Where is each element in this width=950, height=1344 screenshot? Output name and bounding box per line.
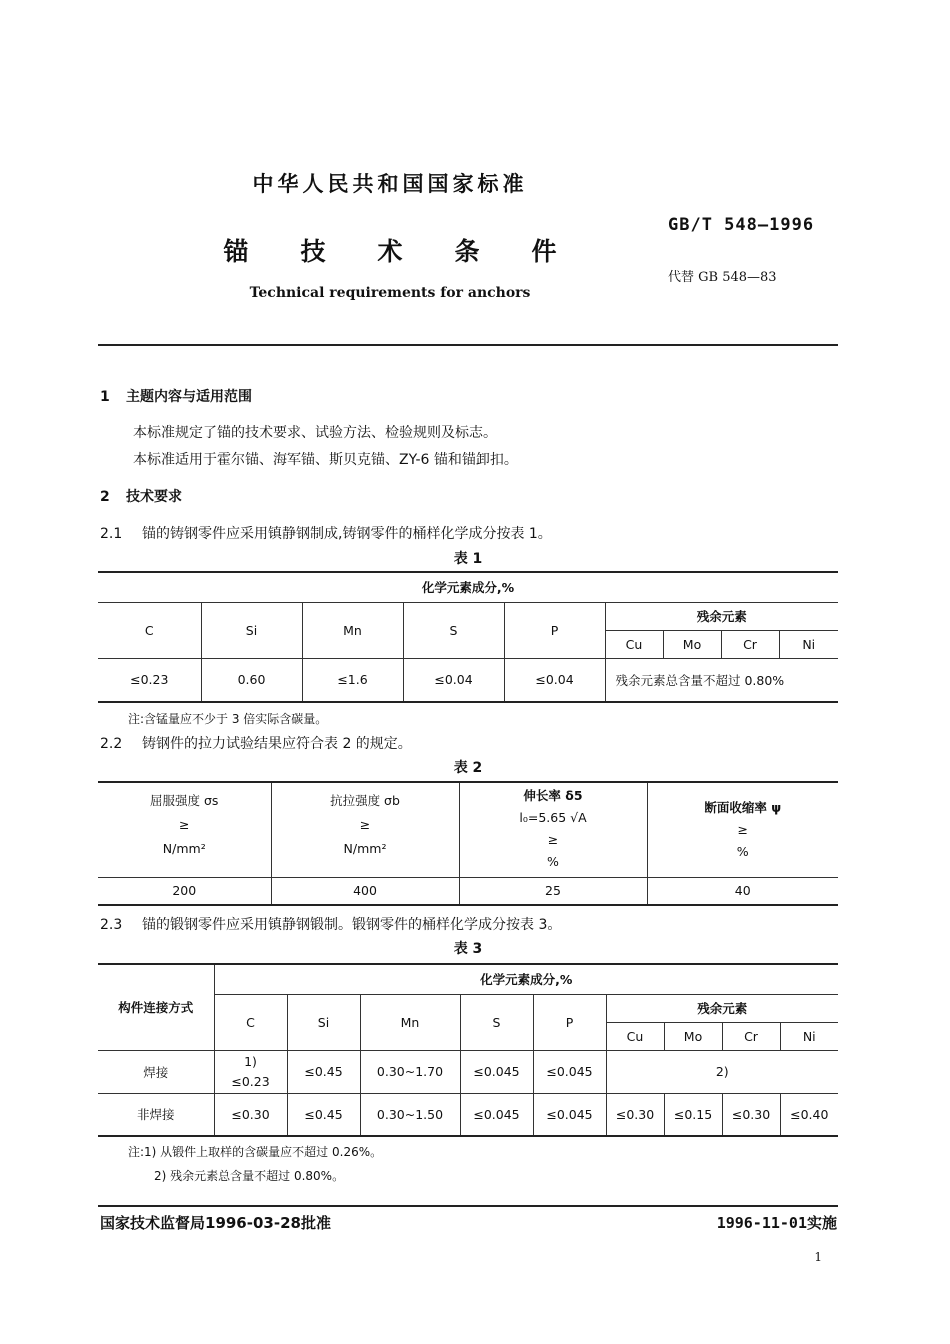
table-2-cell: 40 [647,877,838,905]
table-1-residual-note: 残余元素总含量不超过 0.80% [605,658,838,702]
table-3-row-label: 非焊接 [98,1093,214,1136]
footer-rule [98,1205,838,1207]
page-number: 1 [814,1250,822,1264]
table-3-col-header: C [214,994,287,1050]
clause-text: 铸钢件的拉力试验结果应符合表 2 的规定。 [142,736,412,752]
table-1-cell: ≤0.04 [403,658,504,702]
table-3-cell: ≤0.30 [722,1093,780,1136]
effective-line: 1996-11-01实施 [716,1214,837,1232]
table-1-cell: ≤0.23 [98,658,201,702]
header-rule [98,344,838,346]
clause-number: 2.2 [100,736,123,752]
header-formula: l₀=5.65 √A [519,810,587,825]
table-3-col-header: Si [287,994,360,1050]
table-2-cell: 25 [459,877,647,905]
english-title: Technical requirements for anchors [249,285,531,301]
clause-number: 2.1 [100,526,123,542]
table-3-cell [214,1050,287,1093]
table-3-residual-col: Ni [780,1022,838,1050]
table-1-col-header: Si [201,602,302,658]
header-unit: % [547,854,559,869]
table-3 [98,963,838,1137]
table-3-col-header: Mn [360,994,460,1050]
table-1-caption: 表 1 [453,551,483,567]
header-label: 伸长率 δ5 [523,788,583,803]
standard-title: 中华人民共和国国家标准 [252,172,528,196]
table-3-cell: 0.30~1.50 [360,1093,460,1136]
table-2-header-reduction [647,782,838,877]
table-3-cell: ≤0.30 [214,1093,287,1136]
table-2 [98,781,838,906]
header-unit: N/mm² [162,841,206,856]
table-3-note-1: 注:1) 从锻件上取样的含碳量应不超过 0.26%。 [128,1145,383,1159]
header-symbol: ≥ [737,821,748,837]
table-3-group-header: 化学元素成分,% [214,964,838,994]
clause-text: 锚的锻钢零件应采用镇静钢锻制。锻钢零件的桶样化学成分按表 3。 [142,917,562,933]
section-number: 1 [100,389,110,405]
table-2-cell: 200 [98,877,271,905]
table-3-cell: ≤0.45 [287,1050,360,1093]
header-symbol: ≥ [547,832,559,847]
table-1 [98,571,838,703]
section-title: 技术要求 [126,489,182,505]
header-label: 屈服强度 σs [150,793,219,808]
table-3-residual-col: Mo [664,1022,722,1050]
header-label: 抗拉强度 σb [330,793,400,808]
approval-line: 国家技术监督局1996-03-28批准 [100,1214,331,1232]
header-symbol: ≥ [359,817,371,832]
table-2-header-yield [98,782,271,877]
table-3-caption: 表 3 [453,941,483,957]
table-3-residual-col: Cr [722,1022,780,1050]
clause-text: 锚的铸钢零件应采用镇静钢制成,铸钢零件的桶样化学成分按表 1。 [142,526,552,542]
replaces-note: 代替 GB 548—83 [668,270,777,285]
table-1-note: 注:含锰量应不少于 3 倍实际含碳量。 [128,712,328,726]
table-3-cell: ≤0.045 [533,1093,606,1136]
table-3-cell: ≤0.30 [606,1093,664,1136]
table-3-residual-header: 残余元素 [606,994,838,1022]
header-unit: N/mm² [343,841,387,856]
section-1-heading [100,386,252,406]
table-3-cell: 0.30~1.70 [360,1050,460,1093]
document-title: 锚技术条件 [223,237,609,266]
table-3-residual-ref: 2) [606,1050,838,1093]
standard-number: GB/T 548—1996 [668,215,815,235]
table-2-header-elongation [459,782,647,877]
section-title: 主题内容与适用范围 [126,389,252,405]
table-3-residual-col: Cu [606,1022,664,1050]
table-1-cell: ≤0.04 [504,658,605,702]
section-number: 2 [100,489,110,505]
table-3-cell: ≤0.045 [460,1050,533,1093]
table-2-cell: 400 [271,877,459,905]
cell-value: ≤0.23 [231,1073,270,1089]
paragraph: 本标准适用于霍尔锚、海军锚、斯贝克锚、ZY-6 锚和锚卸扣。 [133,452,518,468]
table-1-col-header: P [504,602,605,658]
clause-number: 2.3 [100,917,123,933]
table-1-residual-col: Cr [721,630,779,658]
header-unit: % [736,843,749,859]
table-1-residual-col: Mo [663,630,721,658]
clause-2-1 [100,523,552,543]
table-1-cell: 0.60 [201,658,302,702]
table-3-note-2: 2) 残余元素总含量不超过 0.80%。 [154,1169,345,1183]
table-1-residual-header: 残余元素 [605,602,838,630]
section-2-heading [100,486,182,506]
clause-2-3 [100,914,561,934]
table-1-residual-col: Cu [605,630,663,658]
table-1-col-header: Mn [302,602,403,658]
table-1-col-header: S [403,602,504,658]
table-3-cell: ≤0.045 [533,1050,606,1093]
table-3-cell: ≤0.045 [460,1093,533,1136]
table-1-residual-col: Ni [779,630,838,658]
paragraph: 本标准规定了锚的技术要求、试验方法、检验规则及标志。 [133,425,497,441]
clause-2-2 [100,733,412,753]
table-2-caption: 表 2 [453,760,483,776]
table-3-row-header: 构件连接方式 [98,964,214,1050]
header-label: 断面收缩率 ψ [704,799,782,815]
table-1-col-header: C [98,602,201,658]
table-2-header-tensile [271,782,459,877]
table-1-cell: ≤1.6 [302,658,403,702]
table-3-row-label: 焊接 [98,1050,214,1093]
table-3-cell: ≤0.40 [780,1093,838,1136]
header-symbol: ≥ [179,817,190,832]
table-1-group-header: 化学元素成分,% [98,572,838,602]
table-3-cell: ≤0.45 [287,1093,360,1136]
table-3-col-header: P [533,994,606,1050]
footnote-ref: 1) [244,1053,257,1069]
table-3-col-header: S [460,994,533,1050]
table-3-cell: ≤0.15 [664,1093,722,1136]
